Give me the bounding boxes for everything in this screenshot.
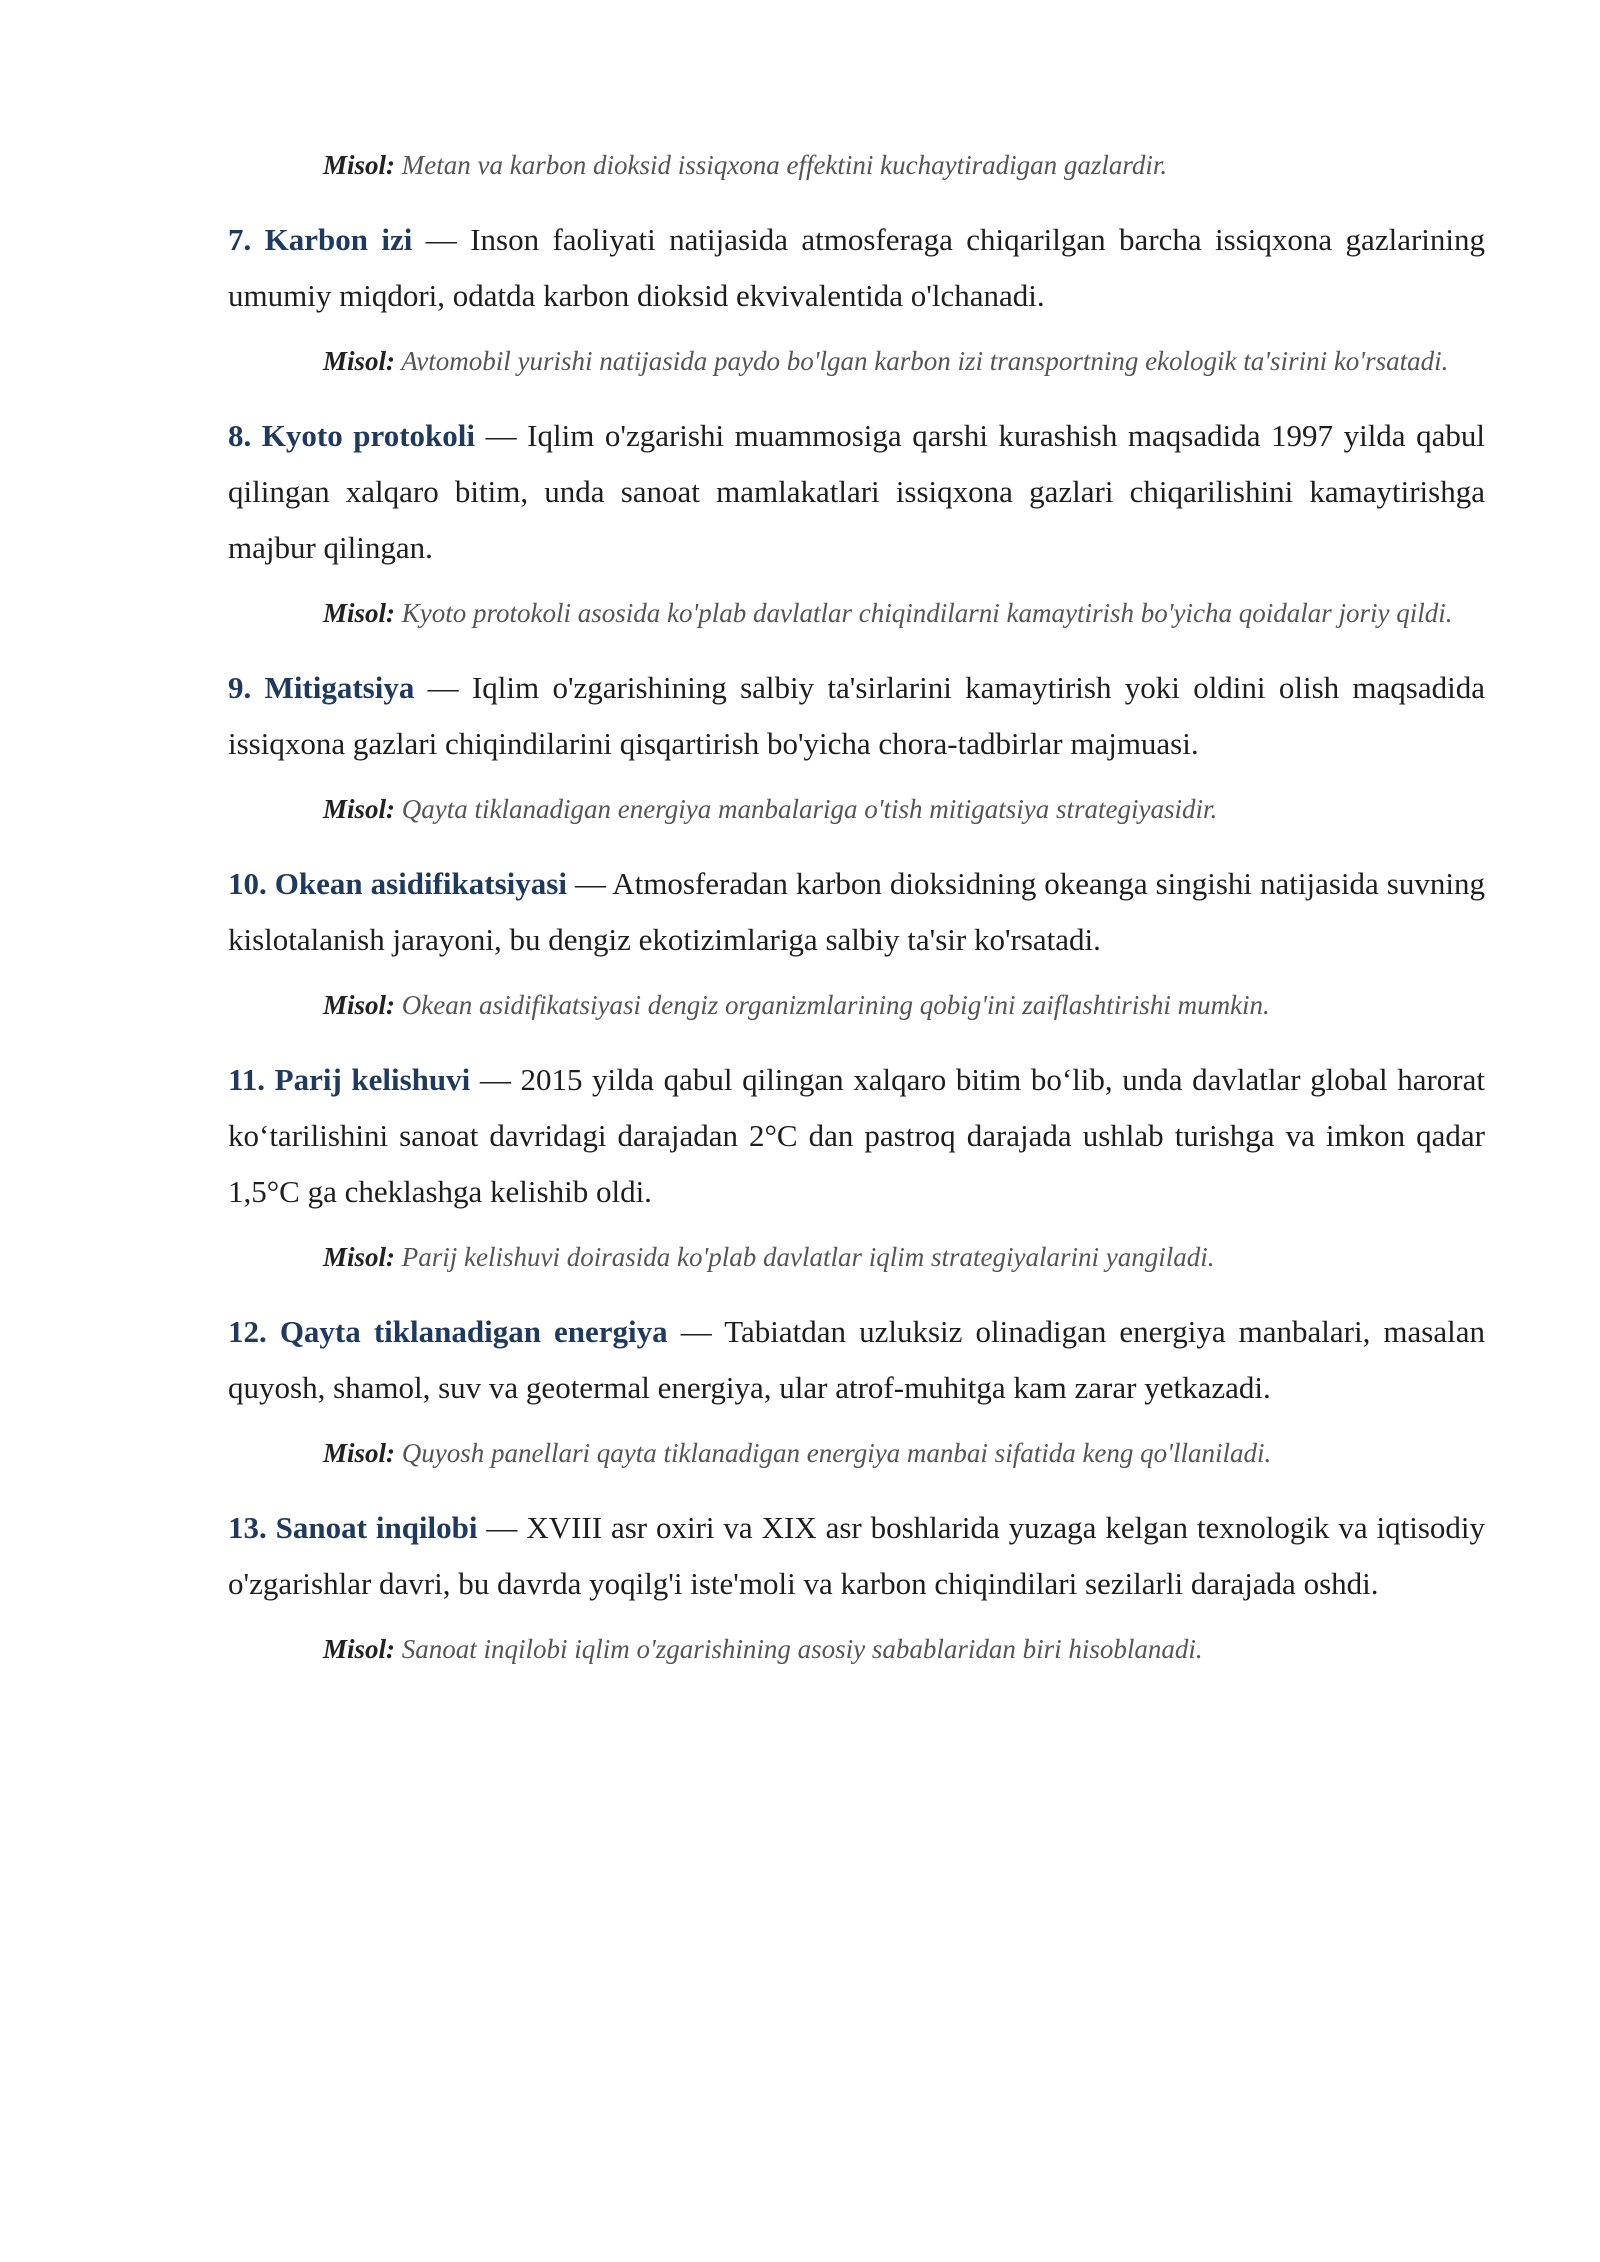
- term-definition: 2015 yilda qabul qilingan xalqaro bitim bo‘lib, unda davlatlar global harorat ko‘tarilishini sanoat davridagi darajadan 2°C dan pastroq darajada ushlab turishga va imkon qadar 1,5°C ga cheklashga kelishib oldi.: [228, 1062, 1485, 1209]
- term-title: 10. Okean asidifikatsiyasi: [228, 866, 567, 901]
- term-definition: Iqlim o'zgarishining salbiy ta'sirlarini kamaytirish yoki oldini olish maqsadida issiqxona gazlari chiqindilarini qisqartirish bo'yicha chora-tadbirlar majmuasi.: [228, 670, 1485, 761]
- term-example-9: [323, 784, 1485, 834]
- term-example-10: [323, 980, 1485, 1030]
- term-entry-10: [228, 856, 1485, 968]
- term-separator: —: [470, 1062, 521, 1097]
- term-definition: Iqlim o'zgarishi muammosiga qarshi kurashish maqsadida 1997 yilda qabul qilingan xalqaro bitim, unda sanoat mamlakatlari issiqxona gazlari chiqarilishini kamaytirishga majbur qilingan.: [228, 418, 1485, 565]
- example-text: Parij kelishuvi doirasida ko'plab davlatlar iqlim strategiyalarini yangiladi.: [401, 1242, 1215, 1272]
- example-text: Sanoat inqilobi iqlim o'zgarishining asosiy sabablaridan biri hisoblanadi.: [401, 1634, 1203, 1664]
- intro-example: [323, 140, 1485, 190]
- term-separator: —: [412, 222, 471, 257]
- example-text: Kyoto protokoli asosida ko'plab davlatlar chiqindilarni kamaytirish bo'yicha qoidalar joriy qildi.: [401, 598, 1453, 628]
- term-title: 13. Sanoat inqilobi: [228, 1510, 478, 1545]
- example-label: Misol:: [323, 598, 396, 628]
- term-entry-11: [228, 1052, 1485, 1220]
- term-title: 7. Karbon izi: [228, 222, 413, 257]
- term-title: 11. Parij kelishuvi: [228, 1062, 471, 1097]
- term-entry-8: [228, 408, 1485, 576]
- document-page: [228, 140, 1485, 1674]
- example-label: Misol:: [323, 346, 396, 376]
- term-definition: Atmosferadan karbon dioksidning okeanga singishi natijasida suvning kislotalanish jarayoni, bu dengiz ekotizimlariga salbiy ta'sir ko'rsatadi.: [228, 866, 1485, 957]
- term-title: 8. Kyoto protokoli: [228, 418, 476, 453]
- term-example-13: [323, 1624, 1485, 1674]
- example-label: Misol:: [323, 794, 396, 824]
- example-text: Okean asidifikatsiyasi dengiz organizmlarining qobig'ini zaiflashtirishi mumkin.: [401, 990, 1270, 1020]
- term-separator: —: [667, 1314, 725, 1349]
- term-definition: XVIII asr oxiri va XIX asr boshlarida yuzaga kelgan texnologik va iqtisodiy o'zgarishlar davri, bu davrda yoqilg'i iste'moli va karbon chiqindilari sezilarli darajada oshdi.: [228, 1510, 1485, 1601]
- term-definition: Tabiatdan uzluksiz olinadigan energiya manbalari, masalan quyosh, shamol, suv va geotermal energiya, ular atrof-muhitga kam zarar yetkazadi.: [228, 1314, 1485, 1405]
- term-example-8: [323, 588, 1485, 638]
- example-text: Qayta tiklanadigan energiya manbalariga o'tish mitigatsiya strategiyasidir.: [401, 794, 1218, 824]
- term-example-11: [323, 1232, 1485, 1282]
- example-text: Avtomobil yurishi natijasida paydo bo'lgan karbon izi transportning ekologik ta'sirini ko'rsatadi.: [401, 346, 1449, 376]
- term-separator: —: [475, 418, 528, 453]
- term-entry-13: [228, 1500, 1485, 1612]
- term-entry-7: [228, 212, 1485, 324]
- term-title: 9. Mitigatsiya: [228, 670, 415, 705]
- term-entry-12: [228, 1304, 1485, 1416]
- term-example-7: [323, 336, 1485, 386]
- example-label: Misol:: [323, 150, 396, 180]
- term-separator: —: [566, 866, 613, 901]
- example-text: Quyosh panellari qayta tiklanadigan energiya manbai sifatida keng qo'llaniladi.: [401, 1438, 1272, 1468]
- example-label: Misol:: [323, 990, 396, 1020]
- term-separator: —: [414, 670, 472, 705]
- example-text: Metan va karbon dioksid issiqxona effektini kuchaytiradigan gazlardir.: [401, 150, 1168, 180]
- term-definition: Inson faoliyati natijasida atmosferaga chiqarilgan barcha issiqxona gazlarining umumiy miqdori, odatda karbon dioksid ekvivalentida o'lchanadi.: [228, 222, 1486, 313]
- term-entry-9: [228, 660, 1485, 772]
- term-title: 12. Qayta tiklanadigan energiya: [228, 1314, 668, 1349]
- example-label: Misol:: [323, 1438, 396, 1468]
- example-label: Misol:: [323, 1634, 396, 1664]
- term-example-12: [323, 1428, 1485, 1478]
- example-label: Misol:: [323, 1242, 396, 1272]
- term-separator: —: [477, 1510, 527, 1545]
